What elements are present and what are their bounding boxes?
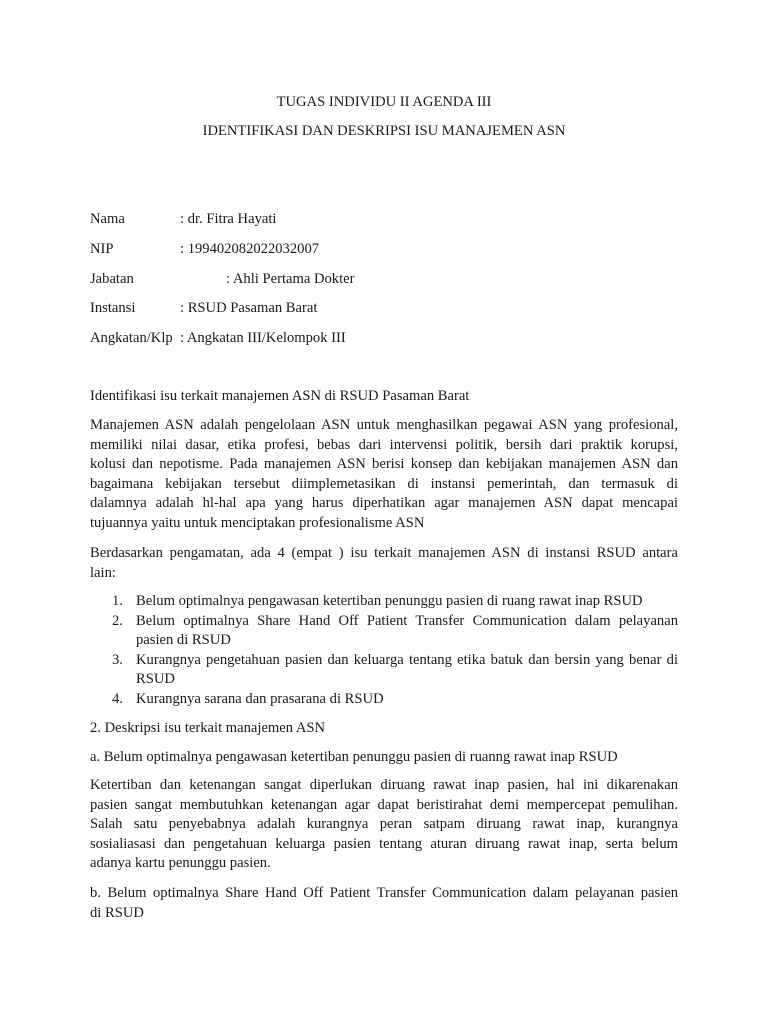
info-value: : Angkatan III/Kelompok III xyxy=(180,330,346,346)
list-item xyxy=(90,651,678,690)
paragraph-line: memiliki nilai dasar, etika profesi, bebas dari intervensi politik, bersih dari praktik korupsi, xyxy=(90,436,678,453)
list-item-text: Belum optimalnya Share Hand Off Patient Transfer Communication dalam pelayanan xyxy=(136,612,678,629)
paragraph-line: lain: xyxy=(90,564,116,581)
info-label: Nama xyxy=(90,211,125,227)
info-label: NIP xyxy=(90,241,114,257)
info-value: : 199402082022032007 xyxy=(180,241,320,257)
paragraph-line: dalamnya adalah hl-hal apa yang harus diperhatikan agar manajemen ASN dapat mencapai xyxy=(90,495,678,511)
section2-heading: 2. Deskripsi isu terkait manajemen ASN xyxy=(90,720,326,736)
section1-paragraph1 xyxy=(90,416,678,533)
list-item-text: Kurangnya pengetahuan pasien dan keluarga tentang etika batuk dan bersin yang benar di xyxy=(136,651,678,668)
paragraph-line: Manajemen ASN adalah pengelolaan ASN untuk menghasilkan pegawai ASN yang profesional, xyxy=(90,417,678,433)
paragraph-line: pasien sangat membutuhkan ketenangan agar dapat beristirahat demi mempercepat pemulihan. xyxy=(90,796,678,813)
info-value: : dr. Fitra Hayati xyxy=(180,211,277,227)
info-value: : Ahli Pertama Dokter xyxy=(226,271,355,287)
list-item-text: pasien di RSUD xyxy=(136,632,231,648)
document-title: TUGAS INDIVIDU II AGENDA III xyxy=(276,94,492,110)
list-item xyxy=(90,592,678,612)
list-item-text: Belum optimalnya pengawasan ketertiban penunggu pasien di ruang rawat inap RSUD xyxy=(136,593,643,609)
info-row-instansi xyxy=(90,299,690,319)
paragraph-line: b. Belum optimalnya Share Hand Off Patient Transfer Communication dalam pelayanan pasien xyxy=(90,885,678,901)
paragraph-line: sosialiasasi dan pengetahuan keluarga pasien tentang aturan diruang rawat inap, serta belum xyxy=(90,835,678,852)
paragraph-line: adanya kartu penunggu pasien. xyxy=(90,855,271,871)
list-number: 4. xyxy=(112,690,123,707)
section2-sub-a-heading: a. Belum optimalnya pengawasan ketertiban penunggu pasien di ruanng rawat inap RSUD xyxy=(90,749,618,765)
paragraph-line: Ketertiban dan ketenangan sangat diperlukan diruang rawat inap pasien, hal ini dikarenakan xyxy=(90,777,678,793)
section1-heading: Identifikasi isu terkait manajemen ASN di RSUD Pasaman Barat xyxy=(90,388,470,404)
list-item xyxy=(90,612,678,651)
info-row-jabatan xyxy=(90,270,690,290)
list-item-text: Kurangnya sarana dan prasarana di RSUD xyxy=(136,690,384,707)
info-value: : RSUD Pasaman Barat xyxy=(180,300,318,316)
list-number: 1. xyxy=(112,593,123,609)
paragraph-line: Berdasarkan pengamatan, ada 4 (empat ) isu terkait manajemen ASN di instansi RSUD antara xyxy=(90,545,678,561)
section2-sub-a-paragraph xyxy=(90,776,678,874)
info-label: Instansi xyxy=(90,300,136,316)
info-label: Jabatan xyxy=(90,271,134,287)
info-label: Angkatan/Klp xyxy=(90,330,173,346)
issue-list xyxy=(90,592,678,709)
section1-paragraph2 xyxy=(90,544,678,583)
paragraph-line: tujuannya yaitu untuk menciptakan profesionalisme ASN xyxy=(90,514,425,531)
document-subtitle: IDENTIFIKASI DAN DESKRIPSI ISU MANAJEMEN ASN xyxy=(202,123,566,139)
paragraph-line: kolusi dan nepotisme. Pada manajemen ASN berisi konsep dan kebijakan manajemen ASN dan xyxy=(90,456,678,472)
info-row-nip xyxy=(90,240,690,260)
list-number: 3. xyxy=(112,651,123,668)
list-number: 2. xyxy=(112,612,123,629)
info-row-nama xyxy=(90,210,690,230)
list-item xyxy=(90,690,678,710)
section2-sub-b-heading xyxy=(90,884,678,923)
paragraph-line: bagaimana kebijakan tersebut diimplemetasikan di instansi pemerintah, dan termasuk di xyxy=(90,475,678,492)
paragraph-line: di RSUD xyxy=(90,904,144,921)
list-item-text: RSUD xyxy=(136,671,175,687)
info-row-angkatan xyxy=(90,329,690,349)
paragraph-line: Salah satu penyebabnya adalah kurangnya peran satpam diruang rawat inap, kurangnya xyxy=(90,816,678,832)
